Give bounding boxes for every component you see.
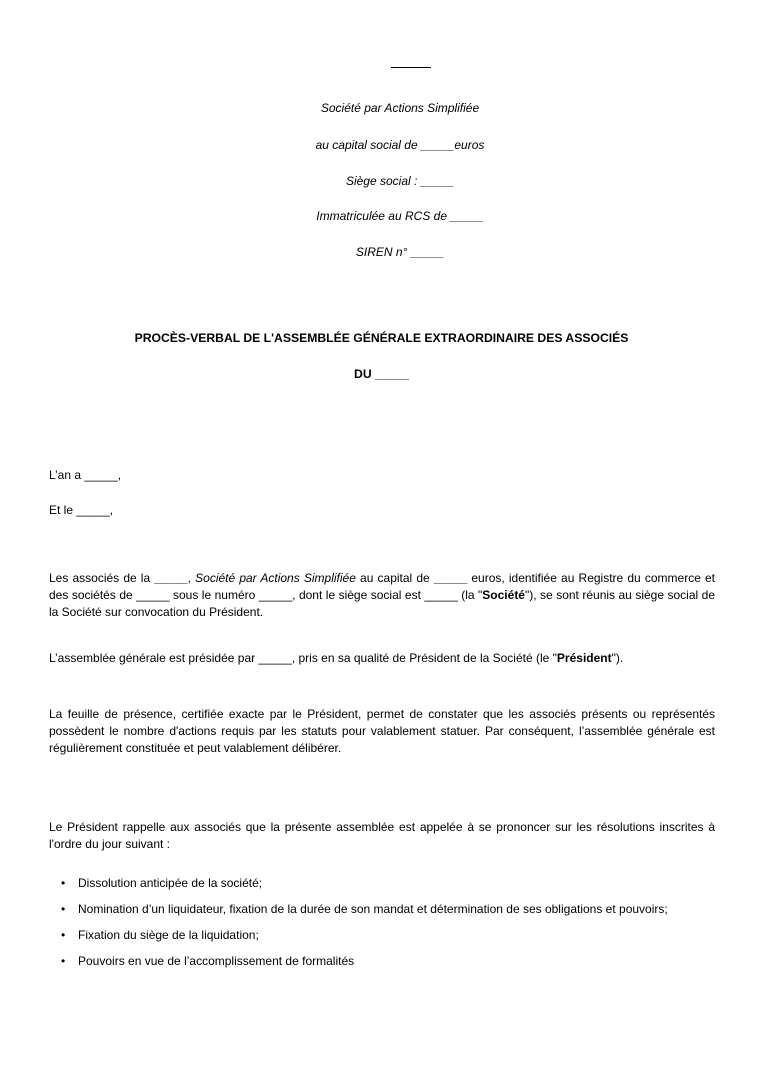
agenda-list [49, 875, 715, 979]
bullet-icon: • [61, 954, 66, 968]
agenda-intro: Le Président rappelle aux associés que la présente assemblée est appelée à se prononcer sur les résolutions inscrites à l'ordre du jour suivant : [49, 820, 715, 851]
agenda-item: • Fixation du siège de la liquidation; [61, 928, 259, 942]
bullet-icon: • [61, 928, 66, 942]
header-capital: au capital social de _____euros [315, 138, 485, 152]
header-rcs: Immatriculée au RCS de _____ [316, 209, 484, 223]
agenda-item: • Pouvoirs en vue de l’accomplissement de formalités [61, 954, 355, 968]
date-le: Et le _____, [49, 503, 114, 517]
header-siege: Siège social : _____ [345, 174, 455, 188]
agenda-item: • Nomination d’un liquidateur, fixation de la durée de son mandat et détermination de ses obligations et pouvoirs; [61, 902, 668, 916]
bullet-icon: • [61, 876, 66, 890]
document-title-date: DU _____ [354, 367, 409, 381]
agenda-item: • Dissolution anticipée de la société; [61, 876, 263, 890]
company-name-blank [391, 67, 431, 68]
date-an: L’an a _____, [49, 468, 122, 482]
header-siren: SIREN n° _____ [355, 245, 445, 259]
document-title: PROCÈS-VERBAL DE L'ASSEMBLÉE GÉNÉRALE EXTRAORDINAIRE DES ASSOCIÉS [134, 331, 629, 345]
intro-paragraph-1: Les associés de la _____, Société par Actions Simplifiée au capital de _____ euros, identifiée au Registre du commerce et des sociétés de _____ sous le numéro _____, dont le siège social est _____ (la "Société"), se sont réunis au siège social de la Société sur convocation du Président. [49, 571, 716, 619]
bullet-icon: • [61, 902, 66, 916]
header-forme: Société par Actions Simplifiée [320, 101, 480, 115]
intro-paragraph-2: L’assemblée générale est présidée par _____, pris en sa qualité de Président de la Société (le "Président"). [49, 651, 624, 665]
intro-paragraph-3: La feuille de présence, certifiée exacte par le Président, permet de constater que les associés présents ou représentés possèdent le nombre d'actions requis par les statuts pour valablement statuer. Par conséquent, l’assemblée générale est régulièrement constituée et peut valablement délibérer. [49, 707, 715, 755]
